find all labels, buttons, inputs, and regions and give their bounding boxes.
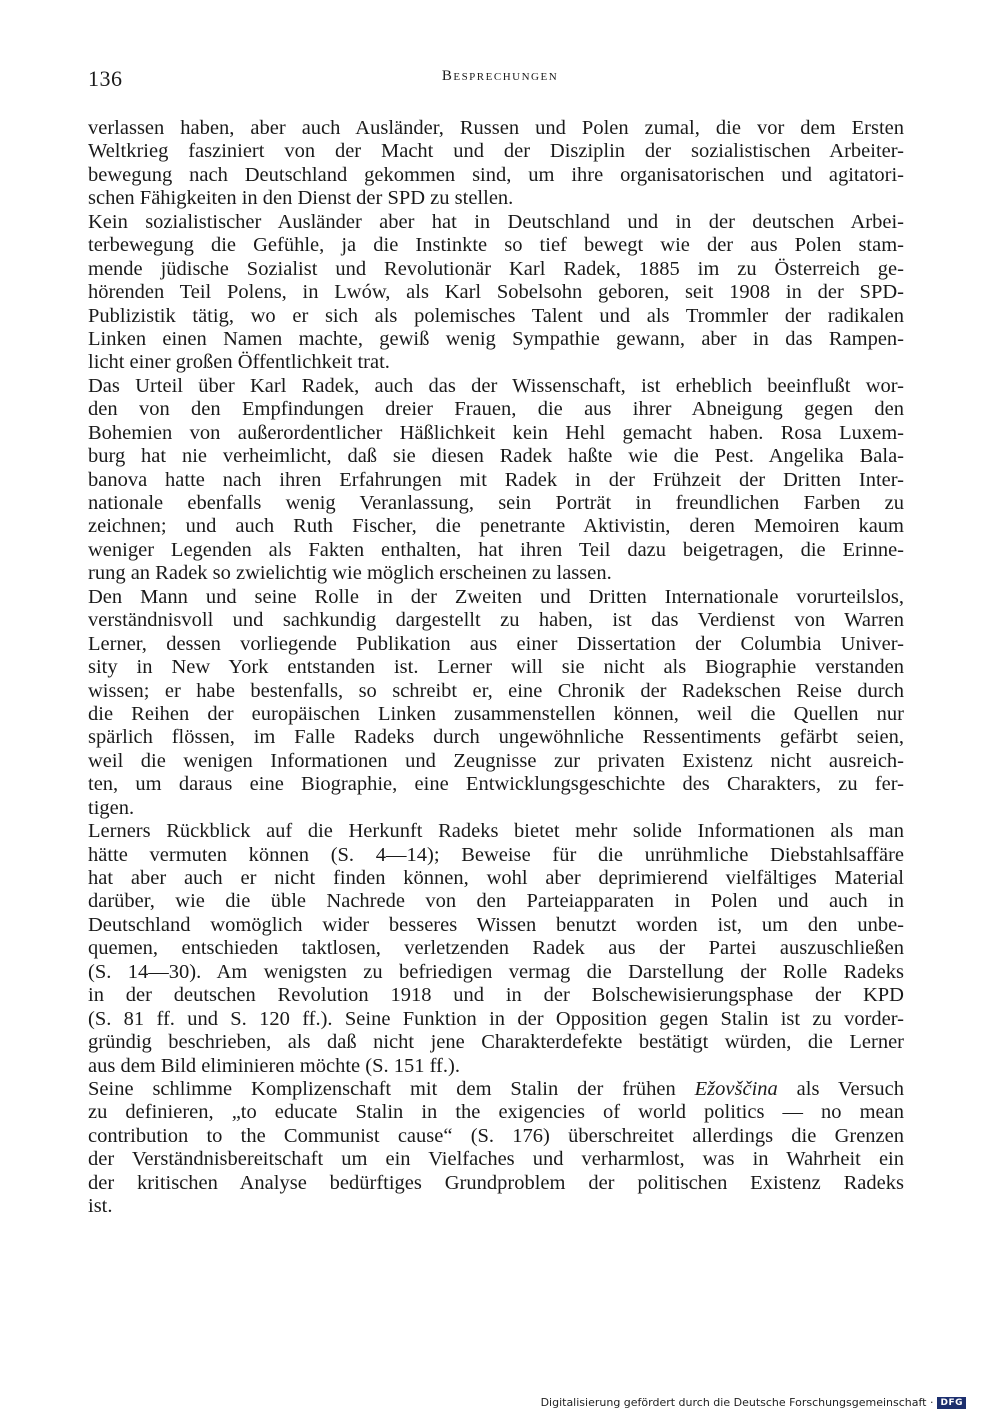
- page-number: 136: [88, 66, 123, 91]
- text-line: mende jüdische Sozialist und Revolutionär Karl Radek, 1885 im zu Österreich ge-: [88, 257, 904, 280]
- text-line: burg hat nie verheimlicht, daß sie diesen Radek haßte wie die Pest. Angelika Bala-: [88, 445, 904, 468]
- text-line: Kein sozialistischer Ausländer aber hat in Deutschland und in der deutschen Arbei-: [88, 210, 904, 233]
- text-line: hätte vermuten können (S. 4—14); Beweise für die unrühmliche Diebstahlsaffäre: [88, 843, 904, 866]
- text-line: (S. 14—30). Am wenigsten zu befriedigen vermag die Darstellung der Rolle Radeks: [88, 960, 904, 983]
- text-line: banova hatte nach ihren Erfahrungen mit Radek in der Frühzeit der Dritten Inter-: [88, 468, 904, 491]
- text-segment: als Versuch: [777, 1077, 905, 1100]
- digitization-credit: [541, 1396, 966, 1409]
- review-body-text: [88, 117, 904, 1219]
- text-line: nationale ebenfalls wenig Veranlassung, sein Porträt in freundlichen Farben zu: [88, 492, 904, 514]
- text-line: [88, 1078, 904, 1101]
- dfg-logo: DFG: [937, 1397, 966, 1409]
- text-line: sity in New York entstanden ist. Lerner will sie nicht als Biographie verstanden: [88, 656, 904, 679]
- text-line: zu definieren, „to educate Stalin in the exigencies of world politics — no mean: [88, 1101, 904, 1124]
- running-title: Besprechungen: [441, 68, 559, 84]
- text-line: Lerners Rückblick auf die Herkunft Radeks bietet mehr solide Informationen als man: [88, 820, 904, 843]
- text-line: weil die wenigen Informationen und Zeugnisse zur privaten Existenz nicht ausreich-: [88, 749, 904, 772]
- text-line: Lerner, dessen vorliegende Publikation aus einer Dissertation der Columbia Univer-: [88, 632, 904, 655]
- text-line: der Verständnisbereitschaft um ein Vielfaches und verharmlost, was in Wahrheit ein: [88, 1148, 904, 1171]
- text-line: licht einer großen Öffentlichkeit trat.: [88, 351, 390, 374]
- text-line: Linken einen Namen machte, gewiß wenig Sympathie gewann, aber in das Rampen-: [88, 327, 904, 350]
- text-line: der kritischen Analyse bedürftiges Grundproblem der politischen Existenz Radeks: [88, 1171, 904, 1194]
- text-line: zeichnen; und auch Ruth Fischer, die penetrante Aktivistin, deren Memoiren kaum: [88, 515, 904, 538]
- text-line: (S. 81 ff. und S. 120 ff.). Seine Funktion in der Opposition gegen Stalin ist zu vorder-: [88, 1007, 904, 1030]
- text-line: ten, um daraus eine Biographie, eine Entwicklungsgeschichte des Charakters, zu fer-: [88, 773, 904, 796]
- italic-term: Ežovščina: [694, 1077, 778, 1100]
- credit-text: Digitalisierung gefördert durch die Deutsche Forschungsgemeinschaft ·: [540, 1396, 934, 1409]
- text-line: Deutschland womöglich wider besseres Wissen benutzt worden ist, um den unbe-: [88, 913, 904, 936]
- text-line: wissen; er habe bestenfalls, so schreibt er, eine Chronik der Radekschen Reise durch: [88, 679, 904, 702]
- text-line: Publizistik tätig, wo er sich als polemisches Talent und als Trommler der radikalen: [88, 304, 904, 327]
- text-line: hat aber auch er nicht finden können, wohl aber deprimierend vielfältiges Material: [88, 867, 904, 889]
- text-line: gründig beschrieben, als daß nicht jene Charakterdefekte bestätigt würden, die Lerner: [88, 1031, 904, 1054]
- text-line: tigen.: [88, 796, 135, 819]
- text-segment: Seine schlimme Komplizenschaft mit dem Stalin der frühen: [88, 1077, 695, 1100]
- text-line: die Reihen der europäischen Linken zusammenstellen können, weil die Quellen nur: [88, 702, 904, 725]
- text-line: Bohemien von außerordentlicher Häßlichkeit kein Hehl gemacht haben. Rosa Luxem-: [88, 421, 904, 444]
- text-line: den von den Empfindungen dreier Frauen, die aus ihrer Abneigung gegen den: [88, 398, 904, 421]
- text-line: in der deutschen Revolution 1918 und in der Bolschewisierungsphase der KPD: [88, 984, 904, 1007]
- text-line: ist.: [88, 1195, 113, 1218]
- text-line: spärlich flössen, im Falle Radeks durch ungewöhnliche Ressentiments gefärbt seien,: [88, 726, 904, 749]
- text-line: aus dem Bild eliminieren möchte (S. 151 ff.).: [88, 1054, 460, 1077]
- text-line: verlassen haben, aber auch Ausländer, Russen und Polen zumal, die vor dem Ersten: [88, 117, 904, 139]
- text-line: weniger Legenden als Fakten enthalten, hat ihren Teil dazu beigetragen, die Erinne-: [88, 538, 904, 561]
- text-line: Den Mann und seine Rolle in der Zweiten und Dritten Internationale vorurteilslos,: [88, 585, 904, 608]
- text-line: contribution to the Communist cause“ (S. 176) überschreitet allerdings die Grenzen: [88, 1124, 904, 1147]
- text-line: darüber, wie die üble Nachrede von den Parteiapparaten in Polen und auch in: [88, 890, 904, 913]
- text-line: terbewegung die Gefühle, ja die Instinkte so tief bewegt wie der aus Polen stam-: [88, 234, 904, 257]
- text-line: hörenden Teil Polens, in Lwów, als Karl Sobelsohn geboren, seit 1908 in der SPD-: [88, 281, 904, 304]
- text-line: Das Urteil über Karl Radek, auch das der Wissenschaft, ist erheblich beeinflußt wor-: [88, 374, 904, 397]
- text-line: rung an Radek so zwielichtig wie möglich erscheinen zu lassen.: [88, 562, 612, 585]
- text-line: bewegung nach Deutschland gekommen sind, um ihre organisatorischen und agitatori-: [88, 163, 904, 186]
- text-line: Weltkrieg fasziniert von der Macht und der Disziplin der sozialistischen Arbeiter-: [88, 140, 904, 163]
- text-line: schen Fähigkeiten in den Dienst der SPD zu stellen.: [88, 187, 514, 210]
- text-line: verständnisvoll und sachkundig dargestellt zu haben, ist das Verdienst von Warren: [88, 609, 904, 632]
- text-line: quemen, entschieden taktlosen, verletzenden Radek aus der Partei auszuschließen: [88, 937, 904, 960]
